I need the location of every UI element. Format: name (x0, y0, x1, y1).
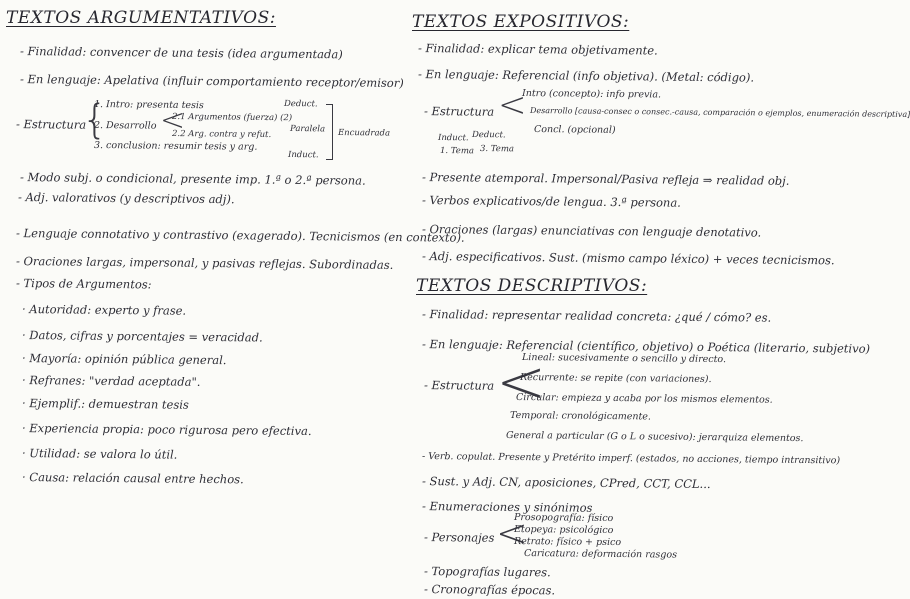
exp-adj: - Adj. especificativos. Sust. (mismo campo léxico) + veces tecnicismos. (421, 249, 835, 268)
desc-enum: - Enumeraciones y sinónimos (421, 499, 593, 515)
descriptivos-heading: TEXTOS DESCRIPTIVOS: (416, 276, 648, 296)
desc-topografia: - Topografías lugares. (423, 564, 551, 580)
arg-estructura-item-1: 1. Intro: presenta tesis (93, 99, 204, 112)
arg-modos: - Modo subj. o condicional, presente imp. 1.ª o 2.ª persona. (19, 170, 366, 188)
tipo-utilidad: · Utilidad: se valora lo útil. (21, 446, 178, 462)
tipo-refranes: · Refranes: "verdad aceptada". (21, 373, 201, 389)
arg-lenguaje: - En lenguaje: Apelativa (influir comportamiento receptor/emisor) (19, 72, 404, 91)
desc-verb: - Verb. copulat. Presente y Pretérito imperf. (estados, no acciones, tiempo intransitivo) (421, 451, 841, 467)
exp-finalidad: - Finalidad: explicar tema objetivamente. (417, 41, 658, 58)
estructura-brace-icon: { (82, 97, 108, 143)
tipo-experiencia: · Experiencia propia: poco rigurosa pero efectiva. (21, 421, 312, 439)
exp-tag-deduct: Deduct. (471, 130, 506, 141)
desarrollo-item-2: 2.2 Arg. contra y refut. (171, 129, 272, 141)
tag-encuadrada: Encuadrada (337, 128, 391, 139)
desc-cronografia: - Cronografías épocas. (423, 582, 556, 598)
desc-finalidad: - Finalidad: representar realidad concreta: ¿qué / cómo? es. (421, 307, 772, 325)
personaje-caricatura: Caricatura: deformación rasgos (523, 548, 678, 561)
encuadrada-bracket (326, 104, 333, 160)
exp-tag-tema3: 3. Tema (479, 144, 515, 155)
tag-induct: Induct. (287, 150, 319, 161)
tipo-autoridad: · Autoridad: experto y frase. (21, 302, 187, 318)
desc-estructura-circular: Circular: empieza y acaba por los mismos elementos. (515, 392, 773, 406)
desc-estructura-general: General a particular (G o L o sucesivo): jerarquiza elementos. (505, 430, 804, 445)
tipos-heading: - Tipos de Argumentos: (15, 276, 152, 292)
argumentativos-heading: TEXTOS ARGUMENTATIVOS: (6, 8, 276, 28)
desarrollo-item-1: 2.1 Argumentos (fuerza) (2) (171, 112, 293, 124)
exp-tag-tema1: 1. Tema (439, 146, 475, 157)
expositivos-heading: TEXTOS EXPOSITIVOS: (412, 12, 630, 32)
personaje-prosopografia: Prosopografía: físico (513, 512, 614, 525)
tipo-datos: · Datos, cifras y porcentajes = veracidad. (21, 328, 263, 345)
desc-estructura-recurrente: Recurrente: se repite (con variaciones). (519, 372, 712, 386)
desc-lenguaje: - En lenguaje: Referencial (científico, objetivo) o Poética (literario, subjetivo) (421, 337, 871, 356)
tipo-ejemplif: · Ejemplif.: demuestran tesis (21, 396, 189, 412)
exp-oraciones: - Oraciones (largas) enunciativas con lenguaje denotativo. (421, 222, 762, 240)
arg-oraciones: - Oraciones largas, impersonal, y pasivas reflejas. Subordinadas. (15, 254, 394, 272)
exp-estructura-item-2: Desarrollo [causa-consec o consec.-causa, comparación o ejemplos, enumeración descriptiva] (529, 106, 910, 119)
tag-deduct: Deduct. (283, 99, 318, 110)
arg-estructura-item-2: 2. Desarrollo (93, 120, 157, 132)
personaje-retrato: Retrato: físico + psico (513, 536, 622, 549)
exp-estructura-brace-icon: < (498, 85, 527, 125)
arg-estructura-label: - Estructura (15, 117, 87, 132)
tipo-mayoria: · Mayoría: opinión pública general. (21, 351, 227, 368)
exp-estructura-item-1: Intro (concepto): info previa. (521, 88, 662, 101)
tag-paralela: Paralela (289, 124, 326, 135)
desc-sust: - Sust. y Adj. CN, aposiciones, CPred, CCT, CCL... (421, 474, 711, 492)
arg-estructura-item-3: 3. conclusion: resumir tesis y arg. (93, 140, 258, 153)
desc-estructura-brace-icon: < (496, 347, 547, 417)
arg-finalidad: - Finalidad: convencer de una tesis (idea argumentada) (19, 44, 343, 62)
exp-tag-induct: Induct. (437, 133, 469, 144)
tipo-causa: · Causa: relación causal entre hechos. (21, 470, 244, 487)
arg-lenguaje2: - Lenguaje connotativo y contrastivo (exagerado). Tecnicismos (en contexto). (15, 226, 465, 245)
personajes-brace-icon: < (496, 511, 528, 555)
exp-presente: - Presente atemporal. Impersonal/Pasiva refleja ⇒ realidad obj. (421, 170, 790, 188)
desc-estructura-temporal: Temporal: cronológicamente. (509, 410, 652, 423)
desc-estructura-label: - Estructura (423, 378, 495, 393)
arg-adj: - Adj. valorativos (y descriptivos adj). (17, 190, 235, 207)
exp-lenguaje: - En lenguaje: Referencial (info objetiva). (Metal: código). (417, 67, 755, 85)
desc-personajes-label: - Personajes (423, 530, 495, 545)
personaje-etopeya: Etopeya: psicológico (513, 524, 614, 537)
exp-verbos: - Verbos explicativos/de lengua. 3.ª persona. (421, 193, 681, 210)
desc-estructura-lineal: Lineal: sucesivamente o sencillo y directo. (521, 352, 727, 366)
exp-estructura-item-3: Concl. (opcional) (533, 124, 616, 136)
exp-estructura-label: - Estructura (423, 104, 495, 119)
desarrollo-brace-icon: < (160, 103, 186, 138)
